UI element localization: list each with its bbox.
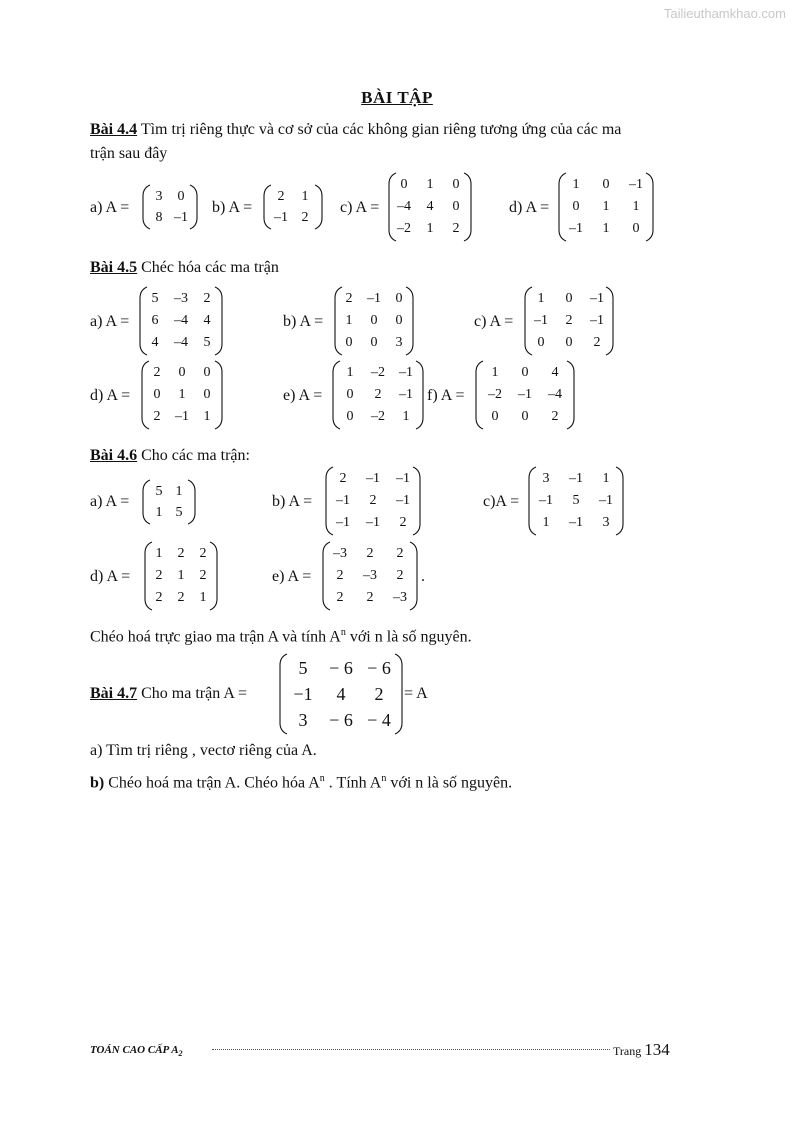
ex44-d-label: d) A =: [509, 199, 550, 216]
matrix-cell: 1: [203, 409, 211, 424]
matrix-cell: –1: [399, 387, 413, 402]
ex44-a-label: a) A =: [90, 199, 130, 216]
matrix-cell: 8: [155, 210, 163, 225]
matrix-cell: 0: [178, 365, 186, 380]
matrix-cell: 1: [542, 515, 550, 530]
matrix-grid: [561, 174, 651, 240]
ex46-a-matrix: [142, 479, 196, 525]
ex45-f-label: f) A =: [427, 387, 465, 404]
ex46-c-label: c)A =: [483, 493, 520, 510]
ex45-e-label: e) A =: [283, 387, 323, 404]
matrix-cell: 1: [155, 505, 163, 520]
matrix-cell: –4: [174, 335, 188, 350]
matrix-cell: − 6: [367, 658, 391, 678]
ex47-text: Cho ma trận A =: [137, 685, 248, 702]
matrix-cell: 3: [395, 335, 403, 350]
matrix-cell: 2: [336, 590, 344, 605]
ex47-question-b: [90, 773, 512, 792]
matrix-cell: 0: [521, 365, 529, 380]
footer-dotted-leader: [212, 1049, 610, 1050]
matrix-cell: –1: [399, 365, 413, 380]
matrix-cell: 1: [602, 199, 610, 214]
ex46-a-label: a) A =: [90, 493, 130, 510]
matrix-grid: [142, 288, 220, 354]
footer-page-number: 134: [644, 1040, 670, 1059]
matrix-cell: 2: [153, 409, 161, 424]
matrix-cell: 1: [155, 546, 163, 561]
ex46-b-matrix: [325, 466, 421, 536]
matrix-cell: 1: [175, 484, 183, 499]
ex46-e-period: .: [421, 568, 425, 585]
watermark: Tailieuthamkhao.com: [663, 6, 786, 21]
ex46-c-matrix: [528, 466, 624, 536]
matrix-cell: 2: [396, 568, 404, 583]
matrix-grid: [337, 288, 412, 354]
ex45-d-label: d) A =: [90, 387, 131, 404]
matrix-cell: − 6: [329, 658, 353, 678]
matrix-cell: 2: [199, 568, 207, 583]
matrix-cell: −1: [293, 684, 313, 704]
ex45-d-matrix: [141, 360, 223, 430]
matrix-cell: 0: [370, 313, 378, 328]
matrix-cell: –1: [274, 210, 288, 225]
matrix-cell: 1: [602, 471, 610, 486]
ex46-d-label: d) A =: [90, 568, 131, 585]
matrix-cell: 2: [345, 291, 353, 306]
matrix-cell: 1: [632, 199, 640, 214]
matrix-cell: 5: [298, 658, 308, 678]
ex45-text: Chéc hóa các ma trận: [137, 259, 279, 276]
ex47-qb-text-2: . Tính A: [324, 774, 382, 792]
ex46-text: Cho các ma trận:: [137, 447, 250, 464]
matrix-cell: –1: [175, 409, 189, 424]
matrix-cell: 3: [155, 189, 163, 204]
matrix-cell: 0: [395, 291, 403, 306]
matrix-cell: 2: [374, 684, 384, 704]
matrix-cell: 1: [199, 590, 207, 605]
ex47-matrix: [279, 653, 403, 735]
ex46-footer-line: [90, 627, 472, 646]
ex44-c-matrix: [388, 172, 472, 242]
matrix-cell: –1: [599, 493, 613, 508]
matrix-cell: 6: [151, 313, 159, 328]
matrix-cell: 0: [153, 387, 161, 402]
ex45-e-matrix: [332, 360, 424, 430]
matrix-cell: –1: [569, 515, 583, 530]
ex47-tail: = A: [404, 685, 428, 702]
ex44-heading: [90, 121, 621, 139]
ex47-qb-text-3: với n là số nguyên.: [386, 774, 513, 792]
matrix-cell: –1: [336, 515, 350, 530]
matrix-cell: –1: [366, 515, 380, 530]
ex45-b-label: b) A =: [283, 313, 324, 330]
matrix-cell: 2: [177, 546, 185, 561]
matrix-cell: 5: [151, 291, 159, 306]
ex46-footer-sup: n: [340, 627, 346, 638]
matrix-cell: –2: [371, 409, 385, 424]
matrix-cell: –1: [539, 493, 553, 508]
matrix-cell: 0: [602, 177, 610, 192]
ex44-b-label: b) A =: [212, 199, 253, 216]
ex45-f-matrix: [475, 360, 575, 430]
matrix-cell: –3: [333, 546, 347, 561]
matrix-cell: 2: [336, 568, 344, 583]
matrix-cell: –2: [371, 365, 385, 380]
matrix-cell: 0: [452, 199, 460, 214]
matrix-cell: 0: [537, 335, 545, 350]
ex46-footer-text-b: với n là số nguyên.: [345, 628, 472, 646]
matrix-cell: 0: [177, 189, 185, 204]
matrix-cell: 2: [277, 189, 285, 204]
matrix-cell: –1: [569, 471, 583, 486]
matrix-cell: − 6: [329, 710, 353, 730]
ex44-b-matrix: [263, 184, 323, 230]
matrix-cell: 1: [426, 177, 434, 192]
matrix-cell: 4: [426, 199, 434, 214]
ex45-a-matrix: [139, 286, 223, 356]
matrix-cell: 2: [551, 409, 559, 424]
matrix-cell: 2: [452, 221, 460, 236]
matrix-cell: 0: [565, 291, 573, 306]
matrix-cell: 0: [346, 409, 354, 424]
matrix-cell: 1: [491, 365, 499, 380]
matrix-cell: 1: [572, 177, 580, 192]
matrix-cell: 1: [301, 189, 309, 204]
matrix-cell: 5: [175, 505, 183, 520]
ex46-e-matrix: [322, 541, 418, 611]
matrix-cell: 1: [177, 568, 185, 583]
matrix-grid: [531, 468, 621, 534]
matrix-cell: 2: [369, 493, 377, 508]
matrix-cell: 2: [199, 546, 207, 561]
matrix-cell: 2: [203, 291, 211, 306]
matrix-cell: –4: [174, 313, 188, 328]
matrix-cell: 1: [602, 221, 610, 236]
matrix-cell: − 4: [367, 710, 391, 730]
matrix-grid: [391, 174, 469, 240]
matrix-grid: [328, 468, 418, 534]
matrix-cell: 0: [632, 221, 640, 236]
matrix-grid: [145, 362, 220, 428]
matrix-cell: –1: [174, 210, 188, 225]
ex44-c-label: c) A =: [340, 199, 380, 216]
matrix-cell: 0: [521, 409, 529, 424]
matrix-grid: [480, 362, 570, 428]
matrix-cell: –2: [397, 221, 411, 236]
matrix-cell: 4: [551, 365, 559, 380]
ex44-text-2: trận sau đây: [90, 145, 168, 162]
matrix-grid: [336, 362, 420, 428]
matrix-cell: 4: [151, 335, 159, 350]
ex46-label: Bài 4.6: [90, 447, 138, 464]
matrix-grid: [325, 543, 415, 609]
matrix-cell: –1: [396, 471, 410, 486]
footer-course-title: [90, 1044, 183, 1058]
matrix-cell: –3: [393, 590, 407, 605]
matrix-cell: 2: [155, 590, 163, 605]
right-paren: [188, 480, 195, 524]
matrix-grid: [149, 481, 189, 523]
matrix-cell: 1: [402, 409, 410, 424]
ex47-qb-label: b): [90, 774, 105, 792]
matrix-cell: 2: [366, 590, 374, 605]
footer-page: [613, 1040, 670, 1060]
matrix-grid: [527, 288, 611, 354]
matrix-cell: –1: [590, 291, 604, 306]
matrix-cell: –1: [534, 313, 548, 328]
ex47-qb-sup-2: n: [381, 773, 387, 784]
ex47-qb-sup-1: n: [319, 773, 325, 784]
ex47-qb-text-1: Chéo hoá ma trận A. Chéo hóa A: [104, 774, 320, 792]
matrix-cell: –2: [488, 387, 502, 402]
matrix-cell: 0: [203, 365, 211, 380]
matrix-cell: –1: [518, 387, 532, 402]
matrix-cell: 2: [366, 546, 374, 561]
ex47-question-a: a) Tìm trị riêng , vectơ riêng của A.: [90, 742, 317, 759]
matrix-cell: 0: [346, 387, 354, 402]
matrix-grid: [269, 186, 317, 228]
matrix-grid: [148, 543, 214, 609]
matrix-cell: 2: [396, 546, 404, 561]
ex46-heading: [90, 447, 250, 465]
matrix-cell: 0: [452, 177, 460, 192]
ex44-a-matrix: [142, 184, 198, 230]
matrix-cell: –1: [569, 221, 583, 236]
matrix-cell: 2: [339, 471, 347, 486]
ex44-text: Tìm trị riêng thực và cơ sở của các không gian riêng tương ứng của các ma: [137, 121, 622, 138]
matrix-cell: 0: [400, 177, 408, 192]
matrix-cell: 0: [395, 313, 403, 328]
matrix-cell: 2: [374, 387, 382, 402]
ex45-c-label: c) A =: [474, 313, 514, 330]
matrix-cell: 0: [345, 335, 353, 350]
matrix-cell: 2: [593, 335, 601, 350]
matrix-cell: 3: [602, 515, 610, 530]
matrix-cell: 2: [177, 590, 185, 605]
matrix-cell: 1: [345, 313, 353, 328]
matrix-cell: –1: [629, 177, 643, 192]
matrix-cell: 0: [565, 335, 573, 350]
matrix-cell: 2: [155, 568, 163, 583]
ex45-heading: [90, 259, 279, 277]
matrix-grid: [284, 655, 398, 733]
matrix-cell: 1: [426, 221, 434, 236]
ex44-d-matrix: [558, 172, 654, 242]
matrix-cell: 0: [491, 409, 499, 424]
ex46-e-label: e) A =: [272, 568, 312, 585]
ex45-b-matrix: [334, 286, 414, 356]
ex46-footer-text-a: Chéo hoá trực giao ma trận A và tính A: [90, 628, 341, 646]
matrix-cell: –1: [366, 471, 380, 486]
matrix-cell: 3: [298, 710, 308, 730]
matrix-cell: 5: [203, 335, 211, 350]
matrix-cell: 4: [203, 313, 211, 328]
footer-page-label: Trang: [613, 1044, 645, 1058]
matrix-cell: 3: [542, 471, 550, 486]
matrix-cell: 1: [346, 365, 354, 380]
matrix-cell: 2: [301, 210, 309, 225]
matrix-cell: –3: [363, 568, 377, 583]
matrix-cell: 2: [565, 313, 573, 328]
matrix-cell: 1: [178, 387, 186, 402]
matrix-grid: [148, 186, 192, 228]
matrix-cell: –4: [548, 387, 562, 402]
footer-course-name: TOÁN CAO CẤP A: [90, 1044, 179, 1056]
matrix-cell: 2: [399, 515, 407, 530]
matrix-cell: 0: [370, 335, 378, 350]
ex47-label: Bài 4.7: [90, 685, 138, 702]
matrix-cell: 2: [153, 365, 161, 380]
matrix-cell: –1: [367, 291, 381, 306]
matrix-cell: –4: [397, 199, 411, 214]
ex45-a-label: a) A =: [90, 313, 130, 330]
page-title: BÀI TẬP: [361, 88, 433, 107]
matrix-cell: 5: [572, 493, 580, 508]
ex45-c-matrix: [524, 286, 614, 356]
ex46-b-label: b) A =: [272, 493, 313, 510]
ex45-label: Bài 4.5: [90, 259, 138, 276]
matrix-cell: 0: [572, 199, 580, 214]
ex46-d-matrix: [144, 541, 218, 611]
matrix-cell: –1: [336, 493, 350, 508]
matrix-cell: 0: [203, 387, 211, 402]
matrix-cell: –1: [396, 493, 410, 508]
matrix-cell: –1: [590, 313, 604, 328]
footer-course-sub: 2: [178, 1049, 183, 1059]
matrix-cell: 4: [336, 684, 346, 704]
matrix-cell: 5: [155, 484, 163, 499]
ex47-heading: [90, 685, 247, 703]
matrix-cell: –3: [174, 291, 188, 306]
ex44-label: Bài 4.4: [90, 121, 138, 138]
matrix-cell: 1: [537, 291, 545, 306]
